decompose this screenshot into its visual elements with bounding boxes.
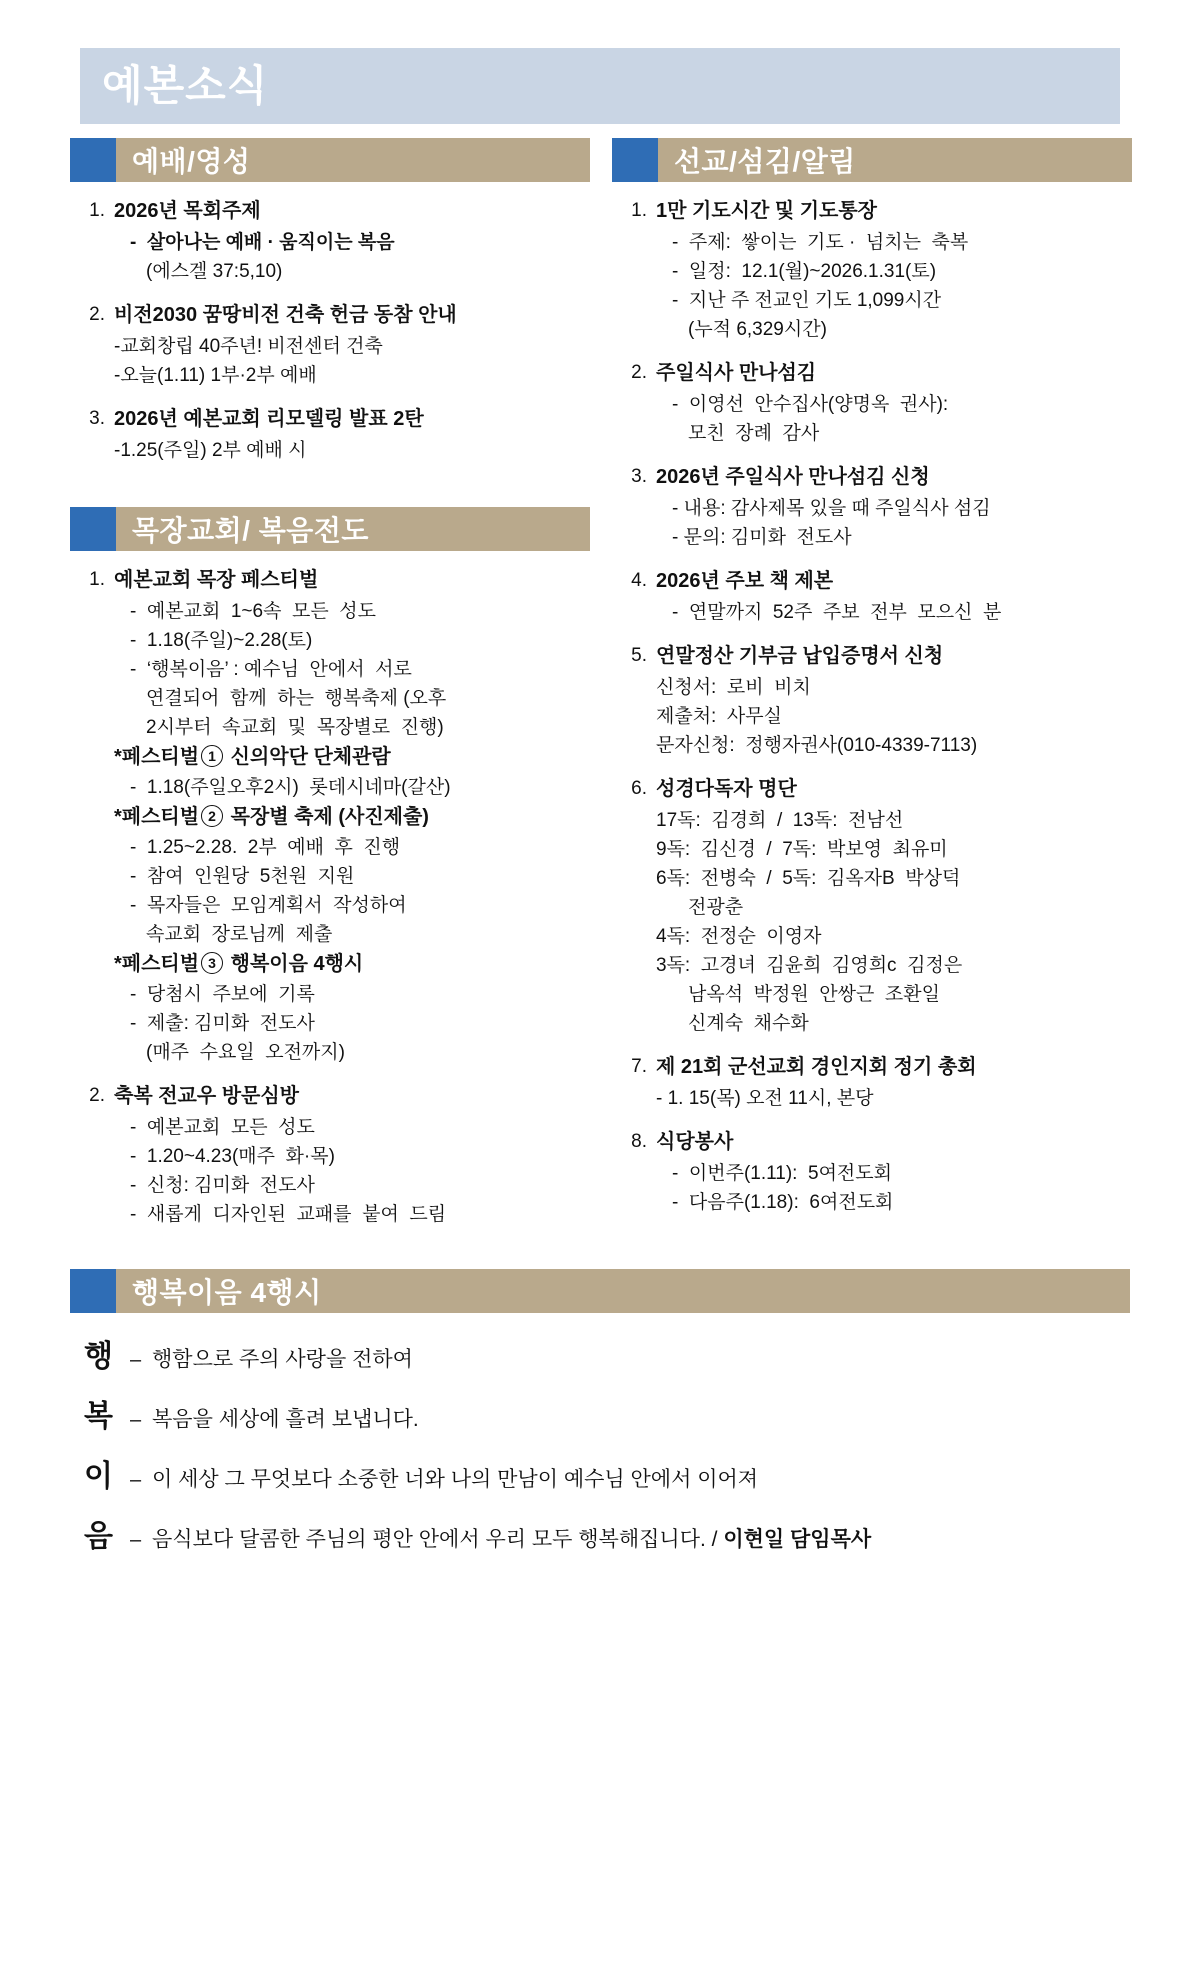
item-line: - 1.25~2.28. 2부 예배 후 진행 <box>130 837 401 858</box>
list-item <box>80 404 586 465</box>
item-title: 1만 기도시간 및 기도통장 <box>656 200 877 222</box>
section-header-acrostic <box>70 1269 1130 1313</box>
item-line: - 다음주(1.18): 6여전도회 <box>672 1192 894 1213</box>
item-body <box>114 404 586 465</box>
item-line: - 1.18(주일오후2시) 롯데시네마(갈산) <box>130 777 451 798</box>
item-number: 3. <box>89 408 105 429</box>
section-bar <box>116 138 590 182</box>
item-number: 1. <box>89 569 105 590</box>
section-tab-accent <box>612 138 658 182</box>
item-line: 남옥석 박정원 안쌍근 조환일 <box>688 984 940 1005</box>
item-number: 8. <box>631 1131 647 1152</box>
item-number: 7. <box>631 1056 647 1077</box>
festival-label-suffix: 신의악단 단체관람 <box>225 746 391 768</box>
item-line: -교회창립 40주년! 비전센터 건축 <box>114 336 383 357</box>
item-number: 6. <box>631 778 647 799</box>
acrostic-key: 이 <box>84 1460 113 1493</box>
item-title: 2026년 주일식사 만나섬김 신청 <box>656 466 930 488</box>
item-line: - 신청: 김미화 전도사 <box>130 1175 315 1196</box>
item-line: 3독: 고경녀 김윤희 김영희c 김정은 <box>656 955 963 976</box>
acrostic-text: 이 세상 그 무엇보다 소중한 너와 나의 만남이 예수님 안에서 이어져 <box>152 1468 759 1491</box>
item-title: 식당봉사 <box>656 1131 734 1153</box>
item-line: 2시부터 속교회 및 목장별로 진행) <box>146 717 444 738</box>
section-title: 예배/영성 <box>132 146 251 177</box>
item-line: 문자신청: 정행자권사(010-4339-7113) <box>656 735 978 756</box>
item-line: - ‘행복이음’ : 예수님 안에서 서로 <box>130 659 412 680</box>
worship-items <box>70 196 590 465</box>
section-tab-accent <box>70 507 116 551</box>
item-number: 2. <box>631 362 647 383</box>
item-line: - 내용: 감사제목 있을 때 주일식사 섬김 <box>672 498 991 519</box>
festival-heading <box>114 742 586 773</box>
section-bar <box>658 138 1132 182</box>
item-line: - 목자들은 모임계획서 작성하여 <box>130 895 407 916</box>
item-body <box>114 1081 586 1229</box>
list-item <box>80 1081 586 1229</box>
item-line: 9독: 김신경 / 7독: 박보영 최유미 <box>656 839 948 860</box>
acrostic-key: 행 <box>84 1340 113 1373</box>
item-line: -1.25(주일) 2부 예배 시 <box>114 440 307 461</box>
item-title: 예본교회 목장 페스티벌 <box>114 569 319 591</box>
acrostic-text <box>152 1525 871 1555</box>
item-number: 2. <box>89 304 105 325</box>
item-line: - 제출: 김미화 전도사 <box>130 1013 315 1034</box>
item-line: - 1. 15(목) 오전 11시, 본당 <box>656 1088 874 1109</box>
item-body <box>656 566 1128 627</box>
list-item <box>622 196 1128 344</box>
item-title: 2026년 주보 책 제본 <box>656 570 834 592</box>
item-title: 제 21회 군선교회 경인지회 정기 총회 <box>656 1056 977 1078</box>
item-title: 연말정산 기부금 납입증명서 신청 <box>656 645 944 667</box>
author-name: 이현일 담임목사 <box>723 1528 872 1551</box>
section-header-mission <box>612 138 1132 182</box>
item-line: 제출처: 사무실 <box>656 706 782 727</box>
item-line: 속교회 장로님께 제출 <box>146 924 333 945</box>
item-line: 연결되어 함께 하는 행복축제 (오후 <box>146 688 447 709</box>
section-tab-accent <box>70 138 116 182</box>
item-line: (에스겔 37:5,10) <box>146 261 283 282</box>
section-bar <box>116 1269 1130 1313</box>
item-line: - 문의: 김미화 전도사 <box>672 527 852 548</box>
section-title: 목장교회/ 복음전도 <box>132 515 369 546</box>
item-body <box>656 462 1128 552</box>
item-line: - 당첨시 주보에 기록 <box>130 984 315 1005</box>
list-item <box>622 641 1128 760</box>
section-bar <box>116 507 590 551</box>
acrostic-dash: – <box>130 1409 142 1431</box>
acrostic-dash: – <box>130 1529 142 1551</box>
item-body <box>114 196 586 286</box>
acrostic-dash: – <box>130 1349 142 1371</box>
acrostic-text: 행함으로 주의 사랑을 전하여 <box>152 1348 413 1371</box>
bulletin-page <box>0 48 1200 1970</box>
acrostic-row <box>84 1331 1116 1375</box>
item-line: 전광춘 <box>688 897 744 918</box>
item-line: - 일정: 12.1(월)~2026.1.31(토) <box>672 261 937 282</box>
item-line: 모친 장례 감사 <box>688 423 820 444</box>
item-line: - 연말까지 52주 주보 전부 모으신 분 <box>672 602 1002 623</box>
item-number: 5. <box>631 645 647 666</box>
circled-number-icon: 2 <box>201 805 223 827</box>
item-title: 축복 전교우 방문심방 <box>114 1085 299 1107</box>
list-item <box>622 566 1128 627</box>
item-line: (매주 수요일 오전까지) <box>146 1042 345 1063</box>
item-line: 신청서: 로비 비치 <box>656 677 811 698</box>
list-item <box>622 462 1128 552</box>
item-title: 2026년 예본교회 리모델링 발표 2탄 <box>114 408 424 430</box>
list-item <box>622 358 1128 448</box>
section-title: 선교/섬김/알림 <box>674 146 856 177</box>
acrostic-sentence: 음식보다 달콤한 주님의 평안 안에서 우리 모두 행복해집니다. / <box>152 1528 724 1551</box>
acrostic-row <box>84 1511 1116 1555</box>
acrostic-row <box>84 1451 1116 1495</box>
acrostic-rows <box>84 1331 1116 1555</box>
item-line: 4독: 전정순 이영자 <box>656 926 822 947</box>
item-line: 17독: 김경희 / 13독: 전남선 <box>656 810 904 831</box>
festival-label-suffix: 목장별 축제 (사진제출) <box>225 806 429 828</box>
item-line: 신계숙 채수화 <box>688 1013 809 1034</box>
section-title: 행복이음 4행시 <box>132 1277 322 1308</box>
section-tab-accent <box>70 1269 116 1313</box>
list-item <box>80 196 586 286</box>
item-number: 1. <box>631 200 647 221</box>
section-header-worship <box>70 138 590 182</box>
acrostic-dash: – <box>130 1469 142 1491</box>
item-line: - 예본교회 1~6속 모든 성도 <box>130 601 376 622</box>
item-body <box>114 300 586 390</box>
festival-heading <box>114 802 586 833</box>
acrostic-row <box>84 1391 1116 1435</box>
list-item <box>622 774 1128 1038</box>
item-title: 주일식사 만나섬김 <box>656 362 817 384</box>
item-number: 3. <box>631 466 647 487</box>
item-line: - 주제: 쌓이는 기도 · 넘치는 축복 <box>672 232 969 253</box>
item-line: - 지난 주 전교인 기도 1,099시간 <box>672 290 942 311</box>
item-title: 성경다독자 명단 <box>656 778 797 800</box>
item-body <box>656 641 1128 760</box>
item-line: - 1.18(주일)~2.28(토) <box>130 630 313 651</box>
item-line: (누적 6,329시간) <box>688 319 827 340</box>
section-header-evangelism <box>70 507 590 551</box>
list-item <box>622 1052 1128 1113</box>
item-number: 1. <box>89 200 105 221</box>
item-line: - 새롭게 디자인된 교패를 붙여 드림 <box>130 1204 447 1225</box>
festival-heading <box>114 949 586 980</box>
item-body <box>656 1052 1128 1113</box>
list-item <box>80 300 586 390</box>
item-body <box>656 196 1128 344</box>
item-number: 2. <box>89 1085 105 1106</box>
item-line: -오늘(1.11) 1부·2부 예배 <box>114 365 317 386</box>
item-line: - 이번주(1.11): 5여전도회 <box>672 1163 892 1184</box>
list-item <box>622 1127 1128 1217</box>
festival-label-prefix: *페스티벌 <box>114 953 200 975</box>
item-line: - 1.20~4.23(매주 화·목) <box>130 1146 335 1167</box>
acrostic-text: 복음을 세상에 흘려 보냅니다. <box>152 1408 419 1431</box>
item-body <box>656 1127 1128 1217</box>
acrostic-key: 복 <box>84 1400 113 1433</box>
item-title: 비전2030 꿈땅비전 건축 헌금 동참 안내 <box>114 304 457 326</box>
item-title: 2026년 목회주제 <box>114 200 261 222</box>
festival-label-prefix: *페스티벌 <box>114 746 200 768</box>
item-body <box>114 565 586 1067</box>
two-column-body <box>70 138 1130 1243</box>
masthead-bar <box>80 48 1120 124</box>
festival-label-prefix: *페스티벌 <box>114 806 200 828</box>
item-number: 4. <box>631 570 647 591</box>
item-line: - 참여 인원당 5천원 지원 <box>130 866 355 887</box>
item-line: - 이영선 안수집사(양명옥 권사): <box>672 394 949 415</box>
item-line: 6독: 전병숙 / 5독: 김옥자B 박상덕 <box>656 868 961 889</box>
left-column <box>70 138 590 1243</box>
evangelism-items <box>70 565 590 1229</box>
item-body <box>656 358 1128 448</box>
mission-items <box>612 196 1132 1217</box>
circled-number-icon: 1 <box>201 745 223 767</box>
acrostic-section <box>70 1269 1130 1555</box>
item-line: - 살아나는 예배 · 움직이는 복음 <box>130 232 395 253</box>
right-column <box>612 138 1132 1243</box>
list-item <box>80 565 586 1067</box>
festival-label-suffix: 행복이음 4행시 <box>225 953 364 975</box>
page-title: 예본소식 <box>102 62 269 109</box>
item-line: - 예본교회 모든 성도 <box>130 1117 315 1138</box>
acrostic-key: 음 <box>84 1520 113 1553</box>
item-body <box>656 774 1128 1038</box>
circled-number-icon: 3 <box>201 952 223 974</box>
